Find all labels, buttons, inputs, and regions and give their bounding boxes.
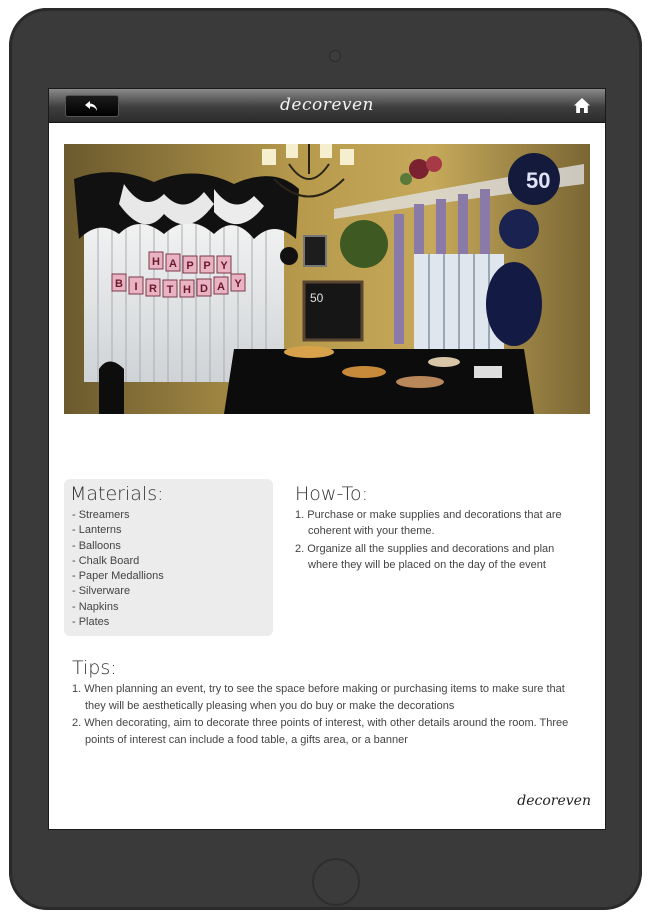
- howto-title: How-To:: [295, 483, 368, 505]
- banner-letter: T: [166, 284, 174, 296]
- howto-step: 2. Organize all the supplies and decorations and plan where they will be placed on the day of the event: [295, 543, 555, 571]
- brand-text: decoreven: [280, 95, 374, 115]
- tip-item: 1. When planning an event, try to see the space before making or purchasing items to make sure that they will be aesthetically pleasing when you do buy or make the decorations: [72, 683, 565, 712]
- howto-list: [295, 507, 585, 575]
- materials-item: - Balloons: [72, 539, 121, 552]
- materials-item: - Streamers: [72, 509, 130, 521]
- banner-letter: H: [152, 256, 160, 268]
- banner-letter: P: [203, 260, 211, 272]
- banner-letter: A: [169, 258, 177, 270]
- banner-letter: A: [217, 281, 225, 293]
- howto-step: 1. Purchase or make supplies and decorations that are coherent with your theme.: [295, 509, 562, 537]
- footer-brand-text: decoreven: [517, 793, 591, 809]
- banner-letter: Y: [234, 278, 242, 290]
- banner-letter: B: [115, 278, 123, 290]
- balloon-number: 50: [526, 168, 551, 193]
- banner-letter: D: [200, 283, 208, 295]
- materials-list: [72, 508, 164, 630]
- materials-item: - Paper Medallions: [72, 570, 164, 583]
- materials-title: Materials:: [70, 483, 164, 505]
- materials-panel: [64, 479, 273, 636]
- materials-item: - Silverware: [72, 585, 131, 598]
- chalkboard-text: 50: [310, 291, 324, 305]
- tip-item: 2. When decorating, aim to decorate three points of interest, with other details around the room. Three points of interest can include a food table, a gifts area, or a banner: [72, 717, 569, 746]
- materials-item: - Napkins: [72, 600, 119, 613]
- materials-item: - Plates: [72, 616, 110, 629]
- hero-photo: [64, 144, 590, 414]
- banner-letter: Y: [220, 260, 228, 272]
- footer-logo: [517, 793, 591, 809]
- banner-letter: R: [149, 283, 157, 295]
- tips-list: [72, 681, 587, 749]
- banner-letter: P: [186, 260, 194, 272]
- app-screen: [48, 88, 606, 830]
- tips-title: Tips:: [72, 657, 117, 679]
- materials-item: - Lanterns: [72, 524, 122, 537]
- brand-logo: [49, 95, 605, 115]
- party-room-image: [64, 144, 590, 414]
- camera-dot: [329, 50, 341, 62]
- device-home-button[interactable]: [312, 858, 360, 906]
- banner-letter: I: [134, 281, 138, 293]
- materials-item: - Chalk Board: [72, 554, 140, 567]
- banner-letter: H: [183, 284, 191, 296]
- home-icon[interactable]: [573, 97, 591, 114]
- top-navbar: [49, 89, 605, 123]
